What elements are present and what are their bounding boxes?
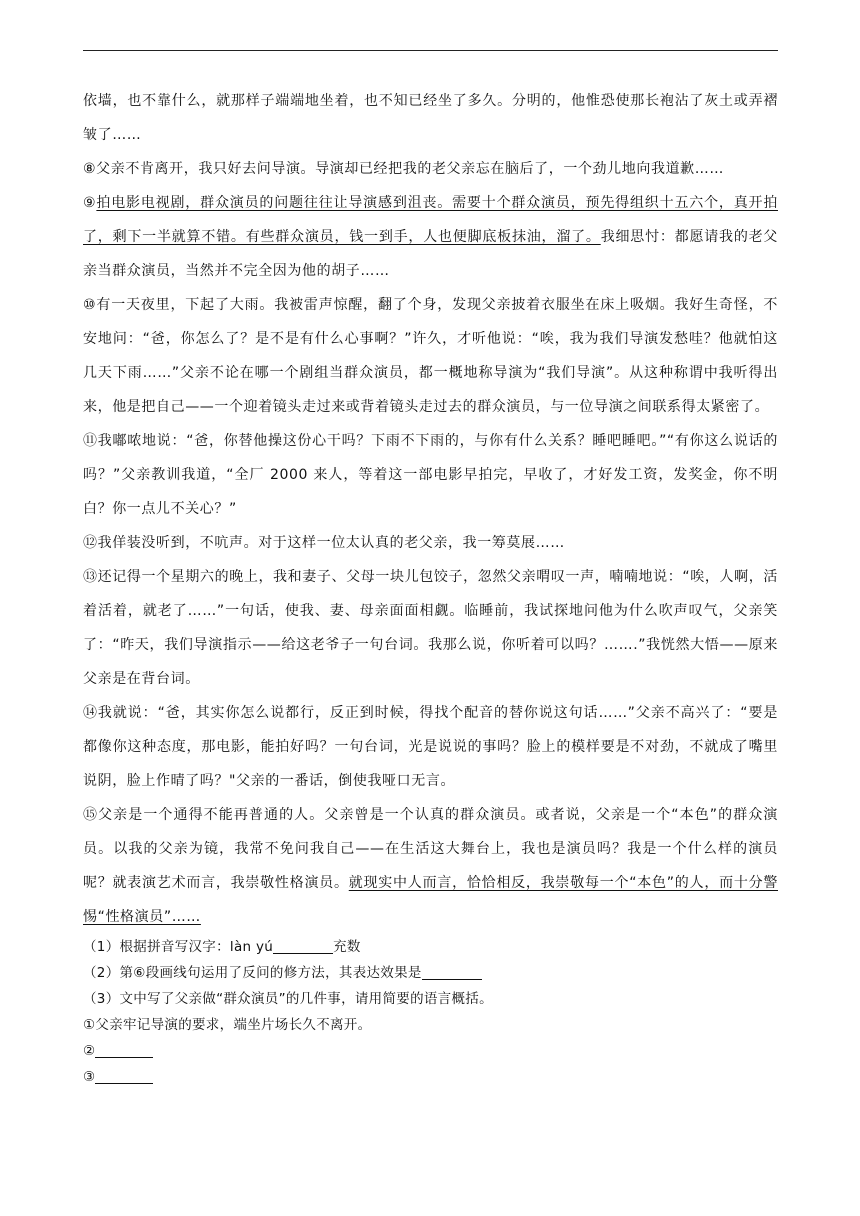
- paragraph-13: ⑬还记得一个星期六的晚上，我和妻子、父母一块儿包饺子，忽然父亲喟叹一声，喃喃地说：“唉，人啊，活着活着，就老了……”一句话，使我、妻、母亲面面相觑。临睡前，我试探地问他为什么吹声叹气，父亲笑了：“昨天，我们导演指示——给这老爷子一句台词。我那么说，你听着可以吗？…….”我恍然大悟——原来父亲是在背台词。: [83, 569, 778, 687]
- paragraph-7-tail: 依墙，也不靠什么，就那样子端端地坐着，也不知已经坐了多久。分明的，他惟恐使那长袍沾了灰土或弄褶皱了……: [83, 93, 778, 143]
- paragraph-15-underlined-sentence: 就现实中人而言，恰恰相反，我崇敬每一个“本色”的人，而十分警惕“性格演员”……: [83, 875, 778, 925]
- paragraph-15-plain: ⑮父亲是一个通得不能再普通的人。父亲曾是一个认真的群众演员。或者说，父亲是一个“本色”的群众演员。以我的父亲为镜，我常不免问我自己——在生活这大舞台上，我也是演员吗？我是一个什么样的演员呢？就表演艺术而言，我崇敬性格演员。: [83, 807, 778, 891]
- question-1-prefix: （1）根据拼音写汉字：làn yú: [83, 939, 274, 955]
- answer-item-1: ①父亲牢记导演的要求，端坐片场长久不离开。: [83, 1017, 372, 1033]
- answer-item-2-label: ②: [83, 1043, 96, 1059]
- paragraph-9-rest: 我细思忖：都愿请我的老父亲当群众演员，当然并不完全因为他的胡子……: [83, 229, 779, 279]
- paragraph-9-number: ⑨: [83, 195, 97, 211]
- question-2-prefix: （2）第⑥段画线句运用了反问的修方法，其表达效果是: [83, 965, 422, 981]
- answer-blank-2[interactable]: [422, 963, 482, 980]
- article-body: [83, 84, 778, 1090]
- answer-blank-4[interactable]: [95, 1067, 153, 1084]
- answer-item-3: [83, 1064, 778, 1090]
- answer-item-2: [83, 1038, 778, 1064]
- paragraph-12: ⑫我佯装没听到，不吭声。对于这样一位太认真的老父亲，我一筹莫展……: [83, 535, 565, 551]
- question-2: [83, 960, 778, 986]
- header-rule: [83, 50, 778, 51]
- paragraph-10: ⑩有一天夜里，下起了大雨。我被雷声惊醒，翻了个身，发现父亲披着衣服坐在床上吸烟。我好生奇怪，不安地问：“爸，你怎么了？是不是有什么心事啊？”许久，才听他说：“唉，我为我们导演发愁哇？他就怕这几天下雨……”父亲不论在哪一个剧组当群众演员，都一概地称导演为“我们导演”。从这种称谓中我听得出来，他是把自己——一个迎着镜头走过来或背着镜头走过去的群众演员，与一位导演之间联系得太紧密了。: [83, 297, 778, 415]
- paragraph-8: ⑧父亲不肯离开，我只好去问导演。导演却已经把我的老父亲忘在脑后了，一个劲儿地向我道歉……: [83, 161, 724, 177]
- answer-blank-1[interactable]: [273, 937, 333, 954]
- paragraph-14: ⑭我就说：“爸，其实你怎么说都行，反正到时候，得找个配音的替你说这句话……”父亲不高兴了：“要是都像你这种态度，那电影，能拍好吗？一句台词，光是说说的事吗？脸上的模样要是不对劲，不就成了嘴里说阴，脸上作晴了吗？"父亲的一番话，倒使我哑口无言。: [83, 705, 778, 789]
- paragraph-9: [83, 186, 778, 288]
- answer-item-3-label: ③: [83, 1069, 96, 1085]
- paragraph-9-underlined-sentence: 拍电影电视剧，群众演员的问题往往让导演感到沮丧。需要十个群众演员，预先得组织十五六个，真开拍了，剩下一半就算不错。有些群众演员，钱一到手，人也便脚底板抹油，溜了。: [83, 195, 778, 245]
- question-3: （3）文中写了父亲做“群众演员”的几件事，请用简要的语言概括。: [83, 991, 493, 1007]
- question-1: [83, 934, 778, 960]
- answer-blank-3[interactable]: [95, 1041, 153, 1058]
- question-1-suffix: 充数: [333, 939, 361, 955]
- paragraph-15: [83, 798, 778, 934]
- paragraph-11: ⑪我嘟哝地说：“爸，你替他操这份心干吗？下雨不下雨的，与你有什么关系？睡吧睡吧。”“有你这么说话的吗？”父亲教训我道，“全厂 2000 来人，等着这一部电影早拍完，早收了，才好发工资，发奖金，你不明白？你一点儿不关心？”: [83, 433, 778, 517]
